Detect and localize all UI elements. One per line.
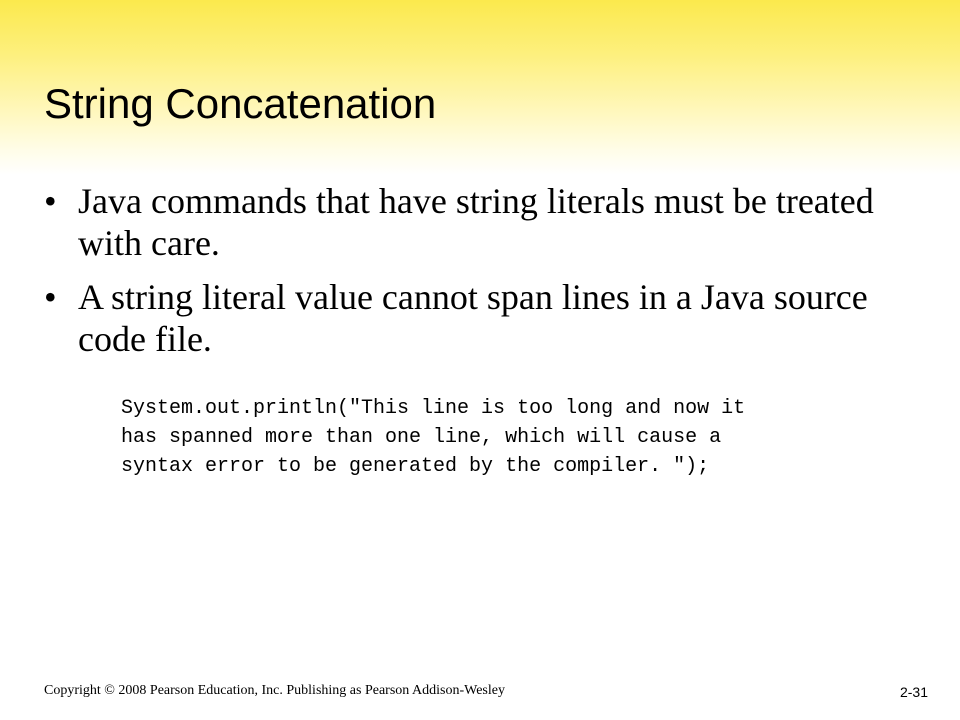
bullet-item xyxy=(44,180,924,264)
bullet-text: Java commands that have string literals must be treated with care. xyxy=(78,181,874,263)
footer-copyright: Copyright © 2008 Pearson Education, Inc. Publishing as Pearson Addison-Wesley xyxy=(44,683,505,698)
bullet-marker: • xyxy=(44,277,57,317)
bullet-text: A string literal value cannot span lines in a Java source code file. xyxy=(78,277,868,359)
code-block xyxy=(121,394,745,481)
bullet-list xyxy=(44,180,924,372)
slide-title: String Concatenation xyxy=(44,80,437,127)
code-line: syntax error to be generated by the compiler. "); xyxy=(121,455,710,478)
bullet-item xyxy=(44,276,924,360)
code-line: System.out.println("This line is too long and now it xyxy=(121,397,746,420)
page-number: 2-31 xyxy=(899,684,928,700)
code-line: has spanned more than one line, which will cause a xyxy=(121,426,722,449)
bullet-marker: • xyxy=(44,181,57,221)
